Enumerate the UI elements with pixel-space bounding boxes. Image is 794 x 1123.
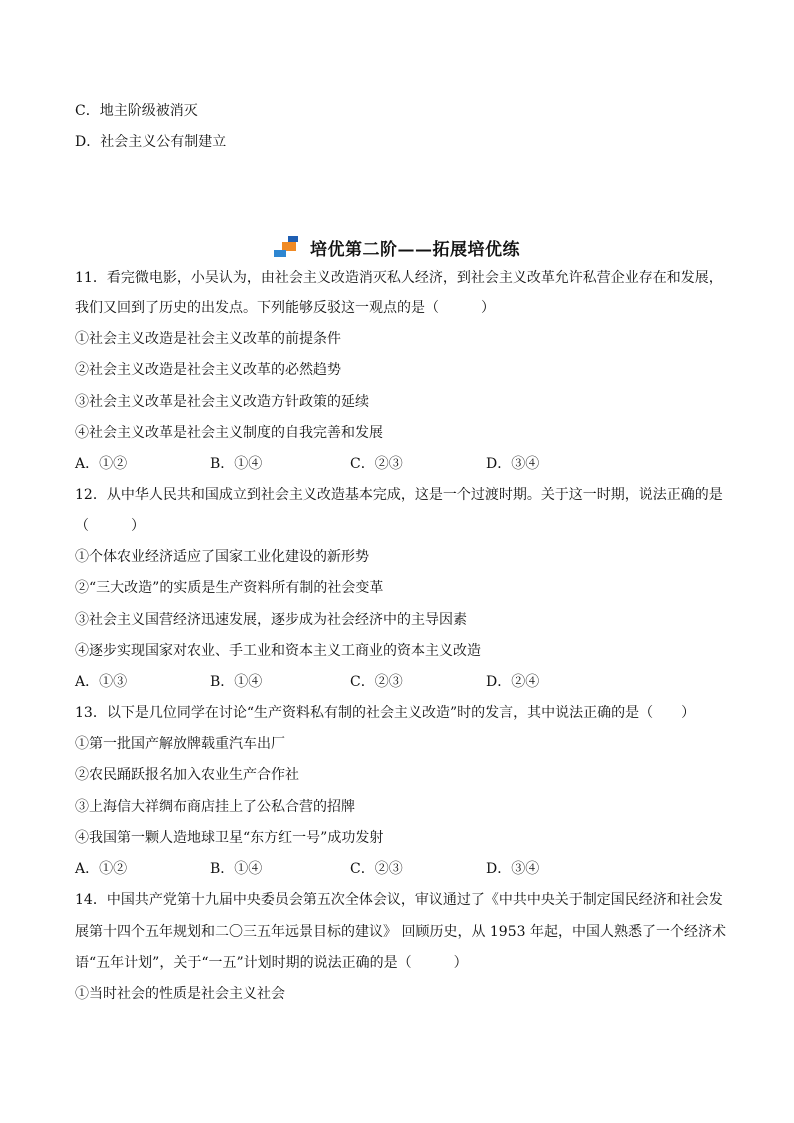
q12-statement-2: ②“三大改造”的实质是生产资料所有制的社会变革: [75, 580, 384, 596]
q11-options: [75, 454, 725, 474]
q12-statement-3: ③社会主义国营经济迅速发展，逐步成为社会经济中的主导因素: [75, 612, 467, 628]
q11-option-a: A．①②: [75, 456, 128, 472]
q13-option-d: D．③④: [486, 861, 540, 877]
q12-stem-line-1: 12．从中华人民共和国成立到社会主义改造基本完成，这是一个过渡时期。关于这一时期，说法正确的是: [75, 487, 723, 503]
q13-option-c: C．②③: [350, 861, 403, 877]
q11-option-d: D．③④: [486, 456, 540, 472]
q12-statement-1: ①个体农业经济适应了国家工业化建设的新形势: [75, 549, 369, 565]
section-header: [0, 235, 794, 259]
q14-stem-line-3: 语“五年计划”，关于“一五”计划时期的说法正确的是（ ）: [75, 955, 468, 971]
prev-option-d: D．社会主义公有制建立: [75, 134, 227, 150]
q14-stem-line-1: 14．中国共产党第十九届中央委员会第五次全体会议，审议通过了《中共中央关于制定国民经济和社会发: [75, 892, 723, 908]
section-title: 培优第二阶——拓展培优练: [310, 239, 520, 260]
q12-statement-4: ④逐步实现国家对农业、手工业和资本主义工商业的资本主义改造: [75, 643, 481, 659]
q13-statement-4: ④我国第一颗人造地球卫星“东方红一号”成功发射: [75, 830, 384, 846]
q13-statement-3: ③上海信大祥绸布商店挂上了公私合营的招牌: [75, 799, 355, 815]
q13-stem-line-1: 13．以下是几位同学在讨论“生产资料私有制的社会主义改造”时的发言，其中说法正确的是（ ）: [75, 705, 696, 721]
q11-stem-line-1: 11．看完微电影，小吴认为，由社会主义改造消灭私人经济，到社会主义改革允许私营企业存在和发展，: [75, 270, 723, 286]
prev-option-c: C．地主阶级被消灭: [75, 103, 198, 119]
q12-option-a: A．①③: [75, 674, 128, 690]
q12-option-b: B．①④: [210, 674, 263, 690]
q12-option-d: D．②④: [486, 674, 540, 690]
q13-option-a: A．①②: [75, 861, 128, 877]
q12-stem-line-2: （ ）: [75, 518, 145, 534]
q11-option-b: B．①④: [210, 456, 263, 472]
q13-statement-2: ②农民踊跃报名加入农业生产合作社: [75, 767, 299, 783]
q11-statement-3: ③社会主义改革是社会主义改造方针政策的延续: [75, 394, 369, 410]
q14-statement-1: ①当时社会的性质是社会主义社会: [75, 986, 285, 1002]
q12-options: [75, 672, 725, 692]
section-blocks-icon: [274, 236, 304, 258]
q11-statement-2: ②社会主义改造是社会主义改革的必然趋势: [75, 362, 341, 378]
q11-statement-4: ④社会主义改革是社会主义制度的自我完善和发展: [75, 425, 383, 441]
q11-statement-1: ①社会主义改造是社会主义改革的前提条件: [75, 331, 341, 347]
q13-option-b: B．①④: [210, 861, 263, 877]
q13-statement-1: ①第一批国产解放牌载重汽车出厂: [75, 736, 285, 752]
q13-options: [75, 859, 725, 879]
q12-option-c: C．②③: [350, 674, 403, 690]
q14-stem-line-2: 展第十四个五年规划和二〇三五年远景目标的建议》 回顾历史，从 1953 年起，中国人熟悉了一个经济术: [75, 924, 726, 940]
q11-option-c: C．②③: [350, 456, 403, 472]
q11-stem-line-2: 我们又回到了历史的出发点。下列能够反驳这一观点的是（ ）: [75, 300, 495, 316]
